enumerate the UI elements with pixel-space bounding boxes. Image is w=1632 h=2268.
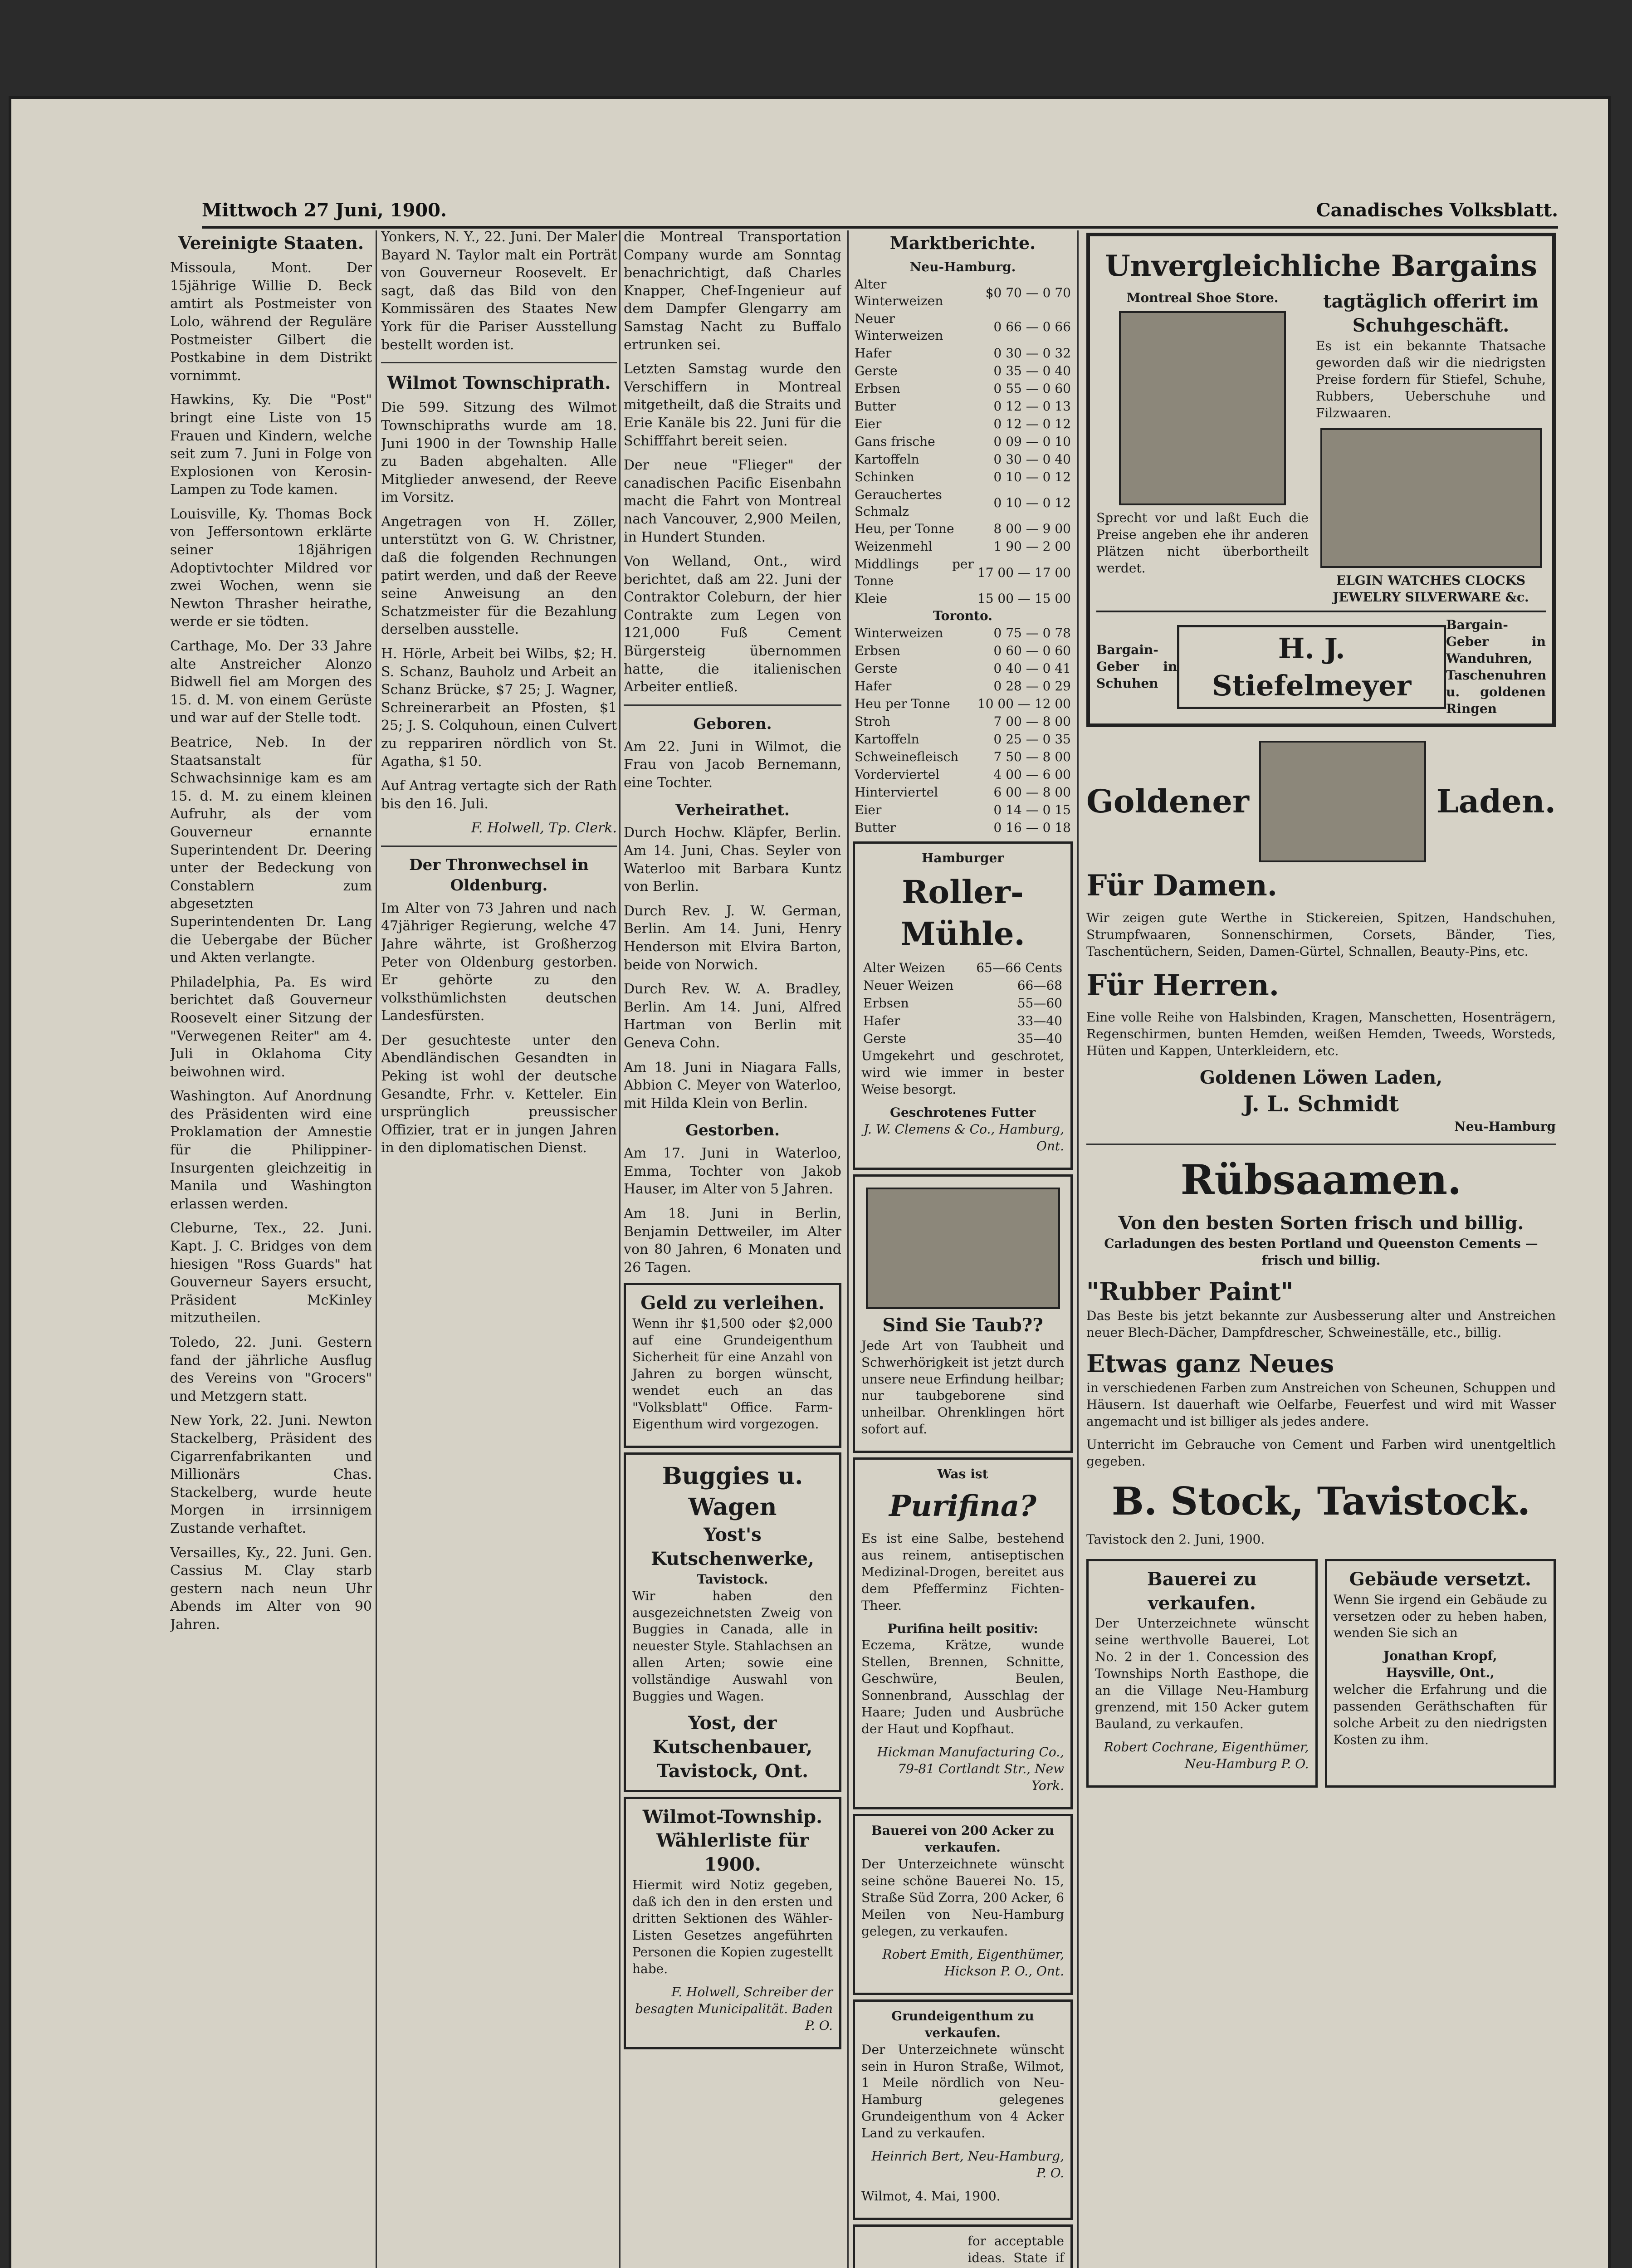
married-heading: Verheirathet. — [675, 801, 790, 819]
deaf-heading: Sind Sie Taub?? — [882, 1314, 1043, 1336]
schmidt-place: Neu-Hamburg — [1454, 1119, 1556, 1134]
market-row — [853, 469, 1073, 486]
commodity-name: Erbsen — [855, 381, 900, 396]
col2-heading-2: Der Thronwechsel in Oldenburg. — [409, 855, 589, 894]
market-row — [853, 398, 1073, 415]
commodity-price: $0 70 — 0 70 — [985, 285, 1071, 300]
buggies-place: Tavistock. — [697, 1571, 768, 1587]
column-divider — [619, 230, 621, 2268]
column-3 — [624, 228, 841, 2268]
commodity-name: Middlings per Tonne — [855, 557, 974, 589]
yost-line: Yost, der Kutschenbauer, Tavistock, Ont. — [652, 1712, 813, 1782]
issue-date: Mittwoch 27 Juni, 1900. — [202, 199, 447, 221]
bargain-left-label: Bargain-Geber in Schuhen — [1096, 642, 1178, 691]
commodity-price: 15 00 — 15 00 — [977, 591, 1071, 606]
stiefelmeyer-name: H. J. Stiefelmeyer — [1177, 625, 1446, 709]
toronto-market-heading: Toronto. — [933, 608, 992, 624]
nh-market-heading: Neu-Hamburg. — [909, 259, 1016, 275]
market-row — [853, 625, 1073, 642]
commodity-price: 0 35 — 0 40 — [993, 363, 1071, 378]
bauerei2-heading: Bauerei zu verkaufen. — [1147, 1568, 1257, 1614]
stock-heading: B. Stock, Tavistock. — [1111, 1478, 1531, 1524]
ruebsamen-sub: Von den besten Sorten frisch und billig. — [1118, 1212, 1524, 1234]
column-1 — [170, 228, 372, 2268]
money-heading: Geld zu verleihen. — [640, 1292, 825, 1314]
commodity-price: 0 09 — 0 10 — [993, 434, 1071, 449]
commodity-price: 65—66 Cents — [976, 960, 1062, 976]
deaf-text: Jede Art von Taubheit und Schwerhörigkeit ist jetzt durch unsere neue Erfindung heilbar; nur taubgeborene sind unheilbar. Ohrenklingen hört sofort auf. — [861, 1338, 1064, 1437]
married-notice: Am 18. Juni in Niagara Falls, Abbion C. Meyer von Waterloo, mit Hilda Klein von Berlin. — [624, 1059, 841, 1111]
purifina-ad — [853, 1457, 1073, 1809]
buggies-ad — [624, 1452, 841, 1792]
col2-heading: Wilmot Townschiprath. — [387, 372, 611, 393]
commodity-name: Alter Weizen — [863, 960, 945, 976]
commodity-price: 0 55 — 0 60 — [993, 381, 1071, 396]
commodity-name: Butter — [855, 398, 896, 414]
market-row — [853, 362, 1073, 380]
market-row — [853, 415, 1073, 433]
married-notice: Durch Hochw. Kläpfer, Berlin. Am 14. Juni, Chas. Seyler von Waterloo mit Barbara Kuntz von Berlin. — [624, 825, 841, 895]
kropf-name: Jonathan Kropf, — [1383, 1648, 1497, 1664]
laden-right: Laden. — [1436, 782, 1556, 821]
news-item: Beatrice, Neb. In der Staatsanstalt für Schwachsinnige kam es am 15. d. M. zu einem kleinen Aufruhr, als der vom Gouverneur ernannte Superintendent Dr. Deering unter der Bedeckung von Constablern zum abgesetzten Superintendenten Dr. Lang die Uebergabe der Bücher und Akten verlangte. — [170, 734, 372, 966]
council-paragraph: Angetragen von H. Zöller, unterstützt von G. W. Christner, daß die folgenden Rechnungen patirt werden, und daß der Reeve seine Anweisung an den Schatzmeister für die Bezahlung derselben ausstelle. — [381, 513, 617, 638]
stock-date: Tavistock den 2. Juni, 1900. — [1086, 1531, 1265, 1547]
council-paragraph: Auf Antrag vertagte sich der Rath bis den 16. Juli. — [381, 778, 617, 812]
col1-heading: Vereinigte Staaten. — [178, 233, 364, 253]
bargains-sub: tagtäglich offerirt im Schuhgeschäft. — [1323, 291, 1539, 337]
commodity-price: 0 10 — 0 12 — [993, 469, 1071, 484]
market-row — [853, 802, 1073, 819]
commodity-name: Kleie — [855, 591, 887, 606]
shoe-illustration — [1119, 311, 1286, 505]
market-row — [853, 380, 1073, 398]
council-paragraph: H. Hörle, Arbeit bei Wilbs, $2; H. S. Schanz, Bauholz und Arbeit an Schanz Brücke, $7 25; J. Wagner, Schreinerarbeit an Pfosten, $1 25; J. S. Colquhoun, einen Culvert zu reppariren nördlich von St. Agatha, $1 50. — [381, 646, 617, 770]
neues-text: in verschiedenen Farben zum Anstreichen von Scheunen, Schuppen und Häusern. Ist dauerhaft wie Oelfarbe, Feuerfest und wird mit Wasser angemacht und ist billiger als jedes andere. — [1086, 1380, 1556, 1429]
market-row — [853, 748, 1073, 766]
roller-muehle-ad — [853, 841, 1073, 1170]
commodity-name: Hinterviertel — [855, 784, 938, 800]
column-divider — [376, 230, 377, 2268]
commodity-name: Erbsen — [863, 996, 909, 1011]
news-item: Im Alter von 73 Jahren und nach 47jähriger Regierung, welche 47 Jahre währte, ist Großherzog Peter von Oldenburg gestorben. Er gehörte zu den volksthümlichsten deutschen Landesfürsten. — [381, 900, 617, 1024]
purifina-top: Was ist — [937, 1466, 988, 1482]
commodity-name: Heu, per Tonne — [855, 521, 954, 537]
divider — [1086, 1144, 1556, 1145]
cash-text: for acceptable ideas. State if — [967, 2234, 1064, 2266]
cash-ad — [853, 2224, 1073, 2268]
bauerei2-text: Der Unterzeichnete wünscht seine werthvolle Bauerei, Lot No. 2 in der 1. Concession des Townships North Easthope, die an die Village Neu-Hamburg grenzend, mit 150 Acker gutem Bauland, zu verkaufen. — [1095, 1616, 1309, 1732]
goldener-laden-banner — [1086, 741, 1556, 862]
roller-title: Roller-Mühle. — [900, 873, 1025, 953]
grund-heading: Grundeigenthum zu verkaufen. — [891, 2008, 1034, 2040]
laden-left: Goldener — [1086, 782, 1249, 821]
wahl-text: Hiermit wird Notiz gegeben, daß ich den in den ersten und dritten Sektionen des Wähler-Listen Gesetzes angeführten Personen die Kopien zugestellt habe. — [632, 1877, 833, 1976]
news-item: New York, 22. Juni. Newton Stackelberg, Präsident des Cigarrenfabrikanten und Millionärs Chas. Stackelberg, wurde heute Morgen in irrsinnigem Zustande verhaftet. — [170, 1413, 372, 1536]
market-heading: Marktberichte. — [889, 233, 1036, 253]
commodity-name: Gerste — [855, 661, 898, 676]
market-row — [853, 520, 1073, 538]
commodity-name: Erbsen — [855, 643, 900, 659]
commodity-name: Hafer — [855, 679, 892, 694]
paint-text: Das Beste bis jetzt bekannte zur Ausbesserung alter und Anstreichen neuer Blech-Dächer, Dampfdrescher, Schweineställe, etc., billig. — [1086, 1308, 1556, 1340]
commodity-name: Vorderviertel — [855, 767, 940, 782]
commodity-price: 55—60 — [1017, 996, 1062, 1011]
gebaeude-text: Wenn Sie irgend ein Gebäude zu versetzen oder zu heben haben, wenden Sie sich an — [1333, 1592, 1547, 1641]
commodity-price: 8 00 — 9 00 — [993, 521, 1071, 537]
purifina-side: Purifina heilt positiv: — [887, 1621, 1038, 1636]
born-heading: Geboren. — [693, 714, 772, 733]
death-notice: Am 17. Juni in Waterloo, Emma, Tochter von Jakob Hauser, im Alter von 5 Jahren. — [624, 1145, 841, 1198]
news-item: Philadelphia, Pa. Es wird berichtet daß Gouverneur Roosevelt einer Sitzung der "Verwegenen Reiter" am 4. Juli in Oklahoma City beiwohnen wird. — [170, 974, 372, 1080]
market-row — [853, 451, 1073, 469]
market-row — [853, 486, 1073, 521]
commodity-name: Neuer Winterweizen — [855, 311, 943, 343]
unterricht-text: Unterricht im Gebrauche von Cement und Farben wird unentgeltlich gegeben. — [1086, 1437, 1556, 1469]
column-divider — [847, 230, 849, 2268]
news-item: Washington. Auf Anordnung des Präsidenten wird eine Proklamation der Amnestie für die Philippiner-Insurgenten gleichzeitig in Manila und Washington erlassen werden. — [170, 1088, 372, 1212]
commodity-name: Winterweizen — [855, 626, 943, 641]
market-row — [853, 713, 1073, 731]
news-item: Missoula, Mont. Der 15jährige Willie D. Beck amtirt als Postmeister von Lolo, während der Reguläre Postmeister Gilbert die Postkabine in dem Distrikt vornimmt. — [170, 260, 372, 384]
commodity-price: 66—68 — [1017, 978, 1062, 993]
market-row — [853, 660, 1073, 678]
roller-signature: J. W. Clemens & Co., Hamburg, Ont. — [863, 1121, 1064, 1154]
nh-market-table — [853, 276, 1073, 608]
wahl-signature: F. Holwell, Schreiber der besagten Municipalität. Baden P. O. — [635, 1984, 833, 2033]
commodity-price: 0 14 — 0 15 — [993, 802, 1071, 817]
news-item: Yonkers, N. Y., 22. Juni. Der Maler Bayard N. Taylor malt ein Porträt von Gouverneur Roosevelt. Er sagt, daß das Bild von den Kommissären des Staates New York für die Pariser Ausstellung bestellt worden ist. — [381, 229, 617, 353]
news-item: die Montreal Transportation Company wurde am Sonntag benachrichtigt, daß Charles Knapper, Chef-Ingenieur auf dem Dampfer Glengarry am Samstag Nacht zu Buffalo ertrunken sei. — [624, 229, 841, 353]
grund-signature: Heinrich Bert, Neu-Hamburg, P. O. — [871, 2149, 1064, 2181]
roller-sub: Geschrotenes Futter — [890, 1105, 1036, 1120]
news-item: Der gesuchteste unter den Abendländischen Gesandten in Peking ist wohl der deutsche Gesandte, Frhr. v. Ketteler. Ein ursprünglich preussischer Offizier, trat er in jungen Jahren in den diplomatischen Dienst. — [381, 1032, 617, 1156]
commodity-price: 4 00 — 6 00 — [993, 767, 1071, 782]
commodity-name: Kartoffeln — [855, 451, 919, 467]
advertisement-column — [1086, 228, 1556, 2268]
market-row — [853, 642, 1073, 660]
commodity-price: 0 75 — 0 78 — [993, 626, 1071, 641]
news-item: Louisville, Ky. Thomas Bock von Jeffersontown erklärte seiner 18jährigen Adoptivtochter Mildred vor zwei Wochen, wenn sie Newton Thrasher heirathe, werde er sie tödten. — [170, 506, 372, 630]
market-row — [853, 766, 1073, 784]
commodity-price: 35—40 — [1017, 1031, 1062, 1046]
wahlliste-notice — [624, 1797, 841, 2049]
bargains-title: Unvergleichliche Bargains — [1104, 249, 1538, 283]
commodity-name: Schinken — [855, 469, 914, 484]
bargains-text: Es ist ein bekannte Thatsache geworden daß wir die niedrigsten Preise fordern für Stiefel, Schuhe, Rubbers, Ueberschuhe und Filzwaaren. — [1316, 338, 1546, 420]
wahl-heading: Wählerliste für 1900. — [656, 1830, 809, 1876]
market-row — [861, 959, 1064, 977]
damen-text: Wir zeigen gute Werthe in Stickereien, Spitzen, Handschuhen, Strumpfwaaren, Sonnenschirmen, Corsets, Bänder, Ties, Taschentüchern, Seiden, Damen-Gürtel, Schnallen, Beauty-Pins, etc. — [1086, 910, 1556, 959]
money-ad — [624, 1283, 841, 1447]
roller-top: Hamburger — [921, 850, 1004, 865]
commodity-name: Butter — [855, 820, 896, 835]
news-item: Hawkins, Ky. Die "Post" bringt eine Liste von 15 Frauen und Kindern, welche seit zum 7. Juni in Folge von Explosionen von Kerosin-Lampen zu Tode kamen. — [170, 392, 372, 498]
market-row — [853, 784, 1073, 802]
commodity-price: 0 30 — 0 32 — [993, 345, 1071, 361]
property-sale-ad — [853, 1999, 1073, 2220]
commodity-name: Neuer Weizen — [863, 978, 954, 993]
commodity-price: 1 90 — 2 00 — [993, 539, 1071, 554]
market-row — [861, 977, 1064, 995]
married-notice: Durch Rev. J. W. German, Berlin. Am 14. Juni, Henry Henderson mit Elvira Barton, beide von Norwich. — [624, 903, 841, 973]
col1-articles — [170, 259, 372, 1633]
market-row — [853, 433, 1073, 451]
commodity-price: 0 16 — 0 18 — [993, 820, 1071, 835]
bargains-ad — [1086, 233, 1556, 727]
bargains-left — [1096, 290, 1309, 606]
divider — [624, 704, 841, 706]
purifina-title: Purifina? — [889, 1489, 1036, 1524]
commodity-name: Gans frische — [855, 434, 935, 449]
bauerei-ad — [1086, 1559, 1318, 1788]
death-notice: Am 18. Juni in Berlin, Benjamin Dettweiler, im Alter von 80 Jahren, 6 Monaten und 26 Tagen. — [624, 1205, 841, 1276]
council-paragraph: Die 599. Sitzung des Wilmot Townschipraths wurde am 18. Juni 1900 in der Township Halle zu Baden abgehalten. Alle Mitglieder anwesend, der Reeve im Vorsitz. — [381, 400, 617, 506]
commodity-price: 0 10 — 0 12 — [993, 495, 1071, 511]
commodity-price: 10 00 — 12 00 — [977, 696, 1071, 711]
gebaeude-heading: Gebäude versetzt. — [1349, 1568, 1531, 1590]
commodity-name: Heu per Tonne — [855, 696, 950, 711]
toronto-market-table — [853, 625, 1073, 836]
commodity-name: Eier — [855, 802, 882, 817]
died-heading: Gestorben. — [685, 1121, 780, 1140]
loewen-line: Goldenen Löwen Laden, — [1199, 1067, 1443, 1089]
market-row — [853, 276, 1073, 310]
market-row — [861, 995, 1064, 1012]
commodity-name: Gerste — [855, 363, 898, 378]
market-row — [853, 731, 1073, 748]
clerk-signature: F. Holwell, Tp. Clerk. — [471, 820, 617, 836]
commodity-name: Weizenmehl — [855, 539, 933, 554]
money-text: Wenn ihr $1,500 oder $2,000 auf eine Grundeigenthum Sicherheit für eine Anzahl von Jahren zu borgen wünscht, wendet euch an das "Volksblatt" Office. Farm-Eigenthum wird vorgezogen. — [632, 1316, 833, 1432]
ruebsamen-heading: Rübsaamen. — [1180, 1156, 1462, 1204]
schmidt-name: J. L. Schmidt — [1243, 1091, 1399, 1117]
commodity-name: Gerauchertes Schmalz — [855, 487, 942, 519]
bauerei2-signature: Robert Cochrane, Eigenthümer, Neu-Hamburg P. O. — [1104, 1740, 1309, 1771]
damen-heading: Für Damen. — [1086, 869, 1278, 903]
market-row — [853, 819, 1073, 837]
market-row — [853, 590, 1073, 608]
market-row — [853, 538, 1073, 556]
market-row — [861, 1012, 1064, 1030]
commodity-price: 0 25 — 0 35 — [993, 731, 1071, 747]
watch-text: Sprecht vor und laßt Euch die Preise angeben ehe ihr anderen Plätzen nicht überbortheilt werdet. — [1096, 510, 1309, 576]
purifina-list: Eczema, Krätze, wunde Stellen, Brennen, Schnitte, Geschwüre, Beulen, Sonnenbrand, Ausschlag der Haare; Juden und Ausbrüche der Haut und Kopfhaut. — [861, 1637, 1064, 1737]
elgin-illustration — [1320, 428, 1542, 568]
purifina-text: Es ist eine Salbe, bestehend aus reinem, antiseptischen Medizinal-Drogen, bereitet aus dem Pfefferminz Fichten-Theer. — [861, 1530, 1064, 1613]
neues-heading: Etwas ganz Neues — [1086, 1349, 1334, 1378]
commodity-price: 17 00 — 17 00 — [977, 565, 1071, 580]
farm-sale-ad — [853, 1814, 1073, 1995]
paint-heading: "Rubber Paint" — [1086, 1276, 1294, 1306]
buggies-sub: Yost's Kutschenwerke, — [651, 1524, 814, 1569]
market-row — [861, 1030, 1064, 1048]
paper-title: Canadisches Volksblatt. — [1316, 199, 1558, 221]
divider — [381, 362, 617, 363]
news-item: Von Welland, Ont., wird berichtet, daß am 22. Juni der Contraktor Coleburn, der hier Contrakte zum Legen von 121,000 Fuß Cement Bürgersteig übernommen hatte, die italienischen Arbeiter entließ. — [624, 553, 841, 695]
news-item: Letzten Samstag wurde den Verschiffern in Montreal mitgetheilt, daß die Straits und Erie Kanäle bis 22. Juni für die Schifffahrt bereit seien. — [624, 361, 841, 449]
commodity-name: Alter Winterweizen — [855, 277, 943, 309]
news-item: Versailles, Ky., 22. Juni. Gen. Cassius M. Clay starb gestern nach neun Uhr Abends im Alter von 90 Jahren. — [170, 1545, 372, 1633]
masthead — [202, 194, 1558, 229]
farm-heading: Bauerei von 200 Acker zu verkaufen. — [871, 1823, 1054, 1855]
born-notice: Am 22. Juni in Wilmot, die Frau von Jacob Bernemann, eine Tochter. — [624, 738, 841, 791]
news-item: Carthage, Mo. Der 33 Jahre alte Anstreicher Alonzo Bidwell fiel am Morgen des 15. d. M. von einem Gerüste und war auf der Stelle todt. — [170, 638, 372, 726]
bargain-right-label: Bargain-Geber in Wanduhren, Taschenuhren u. goldenen Ringen — [1446, 617, 1547, 716]
farm-signature: Robert Emith, Eigenthümer, Hickson P. O., Ont. — [882, 1946, 1064, 1979]
commodity-price: 0 60 — 0 60 — [993, 643, 1071, 659]
market-row — [853, 310, 1073, 345]
kropf-text: welcher die Erfahrung und die passenden Geräthschaften für solche Arbeit zu den niedrigsten Kosten zu ihm. — [1333, 1682, 1547, 1748]
commodity-name: Stroh — [855, 714, 890, 729]
commodity-price: 0 12 — 0 12 — [993, 416, 1071, 431]
elgin-text: ELGIN WATCHES CLOCKS JEWELRY SILVERWARE &c. — [1333, 572, 1529, 605]
grund-date: Wilmot, 4. Mai, 1900. — [861, 2189, 1001, 2204]
divider — [381, 846, 617, 847]
commodity-price: 0 28 — 0 29 — [993, 679, 1071, 694]
wilmot-heading: Wilmot-Township. — [642, 1806, 823, 1828]
commodity-name: Eier — [855, 416, 882, 431]
herren-heading: Für Herren. — [1086, 968, 1279, 1002]
deafness-ad — [853, 1174, 1073, 1453]
shoe-store-name: Montreal Shoe Store. — [1126, 290, 1279, 306]
news-item: Cleburne, Tex., 22. Juni. Kapt. J. C. Bridges von dem hiesigen "Ross Guards" hat Gouverneur Sayers ersucht, Präsident McKinley mitzutheilen. — [170, 1220, 372, 1326]
married-notice: Durch Rev. W. A. Bradley, Berlin. Am 14. Juni, Alfred Hartman von Berlin mit Geneva Cohn. — [624, 981, 841, 1051]
commodity-price: 33—40 — [1017, 1013, 1062, 1029]
market-row — [853, 345, 1073, 362]
commodity-price: 7 00 — 8 00 — [993, 714, 1071, 729]
commodity-name: Hafer — [855, 345, 892, 361]
column-2 — [381, 228, 617, 2268]
market-row — [853, 678, 1073, 695]
column-4 — [853, 228, 1073, 2268]
gebaeude-ad — [1325, 1559, 1556, 1788]
commodity-price: 0 40 — 0 41 — [993, 661, 1071, 676]
newspaper-page — [11, 99, 1608, 2268]
bargains-right — [1316, 290, 1546, 606]
commodity-price: 0 12 — 0 13 — [993, 398, 1071, 414]
commodity-name: Hafer — [863, 1013, 900, 1029]
commodity-price: 7 50 — 8 00 — [993, 749, 1071, 764]
commodity-price: 0 30 — 0 40 — [993, 451, 1071, 467]
commodity-price: 0 66 — 0 66 — [993, 319, 1071, 335]
news-item: Toledo, 22. Juni. Gestern fand der jährliche Ausflug des Vereins von "Grocers" und Metzgern statt. — [170, 1334, 372, 1404]
buggies-heading: Buggies u. Wagen — [662, 1462, 803, 1521]
grund-text: Der Unterzeichnete wünscht sein in Huron Straße, Wilmot, 1 Meile nördlich von Neu-Hamburg gelegenes Grundeigenthum von 4 Acker Land zu verkaufen. — [861, 2042, 1064, 2141]
commodity-name: Schweinefleisch — [855, 749, 959, 764]
deaf-illustration — [866, 1188, 1060, 1309]
purifina-signature: Hickman Manufacturing Co., 79-81 Cortlandt Str., New York. — [877, 1745, 1064, 1794]
cement-text: Carladungen des besten Portland und Queenston Cements — frisch und billig. — [1104, 1236, 1538, 1268]
buggies-text: Wir haben den ausgezeichnetsten Zweig von Buggies in Canada, alle in neuester Style. Stahlachsen an allen Arten; sowie eine vollständige Auswahl von Buggies und Wagen. — [632, 1588, 833, 1704]
herren-text: Eine volle Reihe von Halsbinden, Kragen, Manschetten, Hosenträgern, Regenschirmen, bunten Hemden, weißen Hemden, Tweeds, Worsteds, Hüten und Kappen, Unterkleidern, etc. — [1086, 1010, 1556, 1059]
commodity-price: 6 00 — 8 00 — [993, 784, 1071, 800]
lion-illustration — [1259, 741, 1426, 862]
roller-price-table — [861, 959, 1064, 1048]
kropf-place: Haysville, Ont., — [1386, 1665, 1495, 1681]
news-item: Der neue "Flieger" der canadischen Pacific Eisenbahn macht die Fahrt von Montreal nach Vancouver, 2,900 Meilen, in Hundert Stunden. — [624, 457, 841, 545]
commodity-name: Gerste — [863, 1031, 906, 1046]
commodity-name: Kartoffeln — [855, 731, 919, 747]
market-row — [853, 695, 1073, 713]
bottom-ads — [1086, 1554, 1556, 1792]
column-divider — [1077, 230, 1079, 2268]
market-row — [853, 556, 1073, 590]
roller-note: Umgekehrt und geschrotet, wird wie immer in bester Weise besorgt. — [861, 1048, 1064, 1097]
farm-text: Der Unterzeichnete wünscht seine schöne Bauerei No. 15, Straße Süd Zorra, 200 Acker, 6 Meilen von Neu-Hamburg gelegen, zu verkaufen. — [861, 1856, 1064, 1939]
